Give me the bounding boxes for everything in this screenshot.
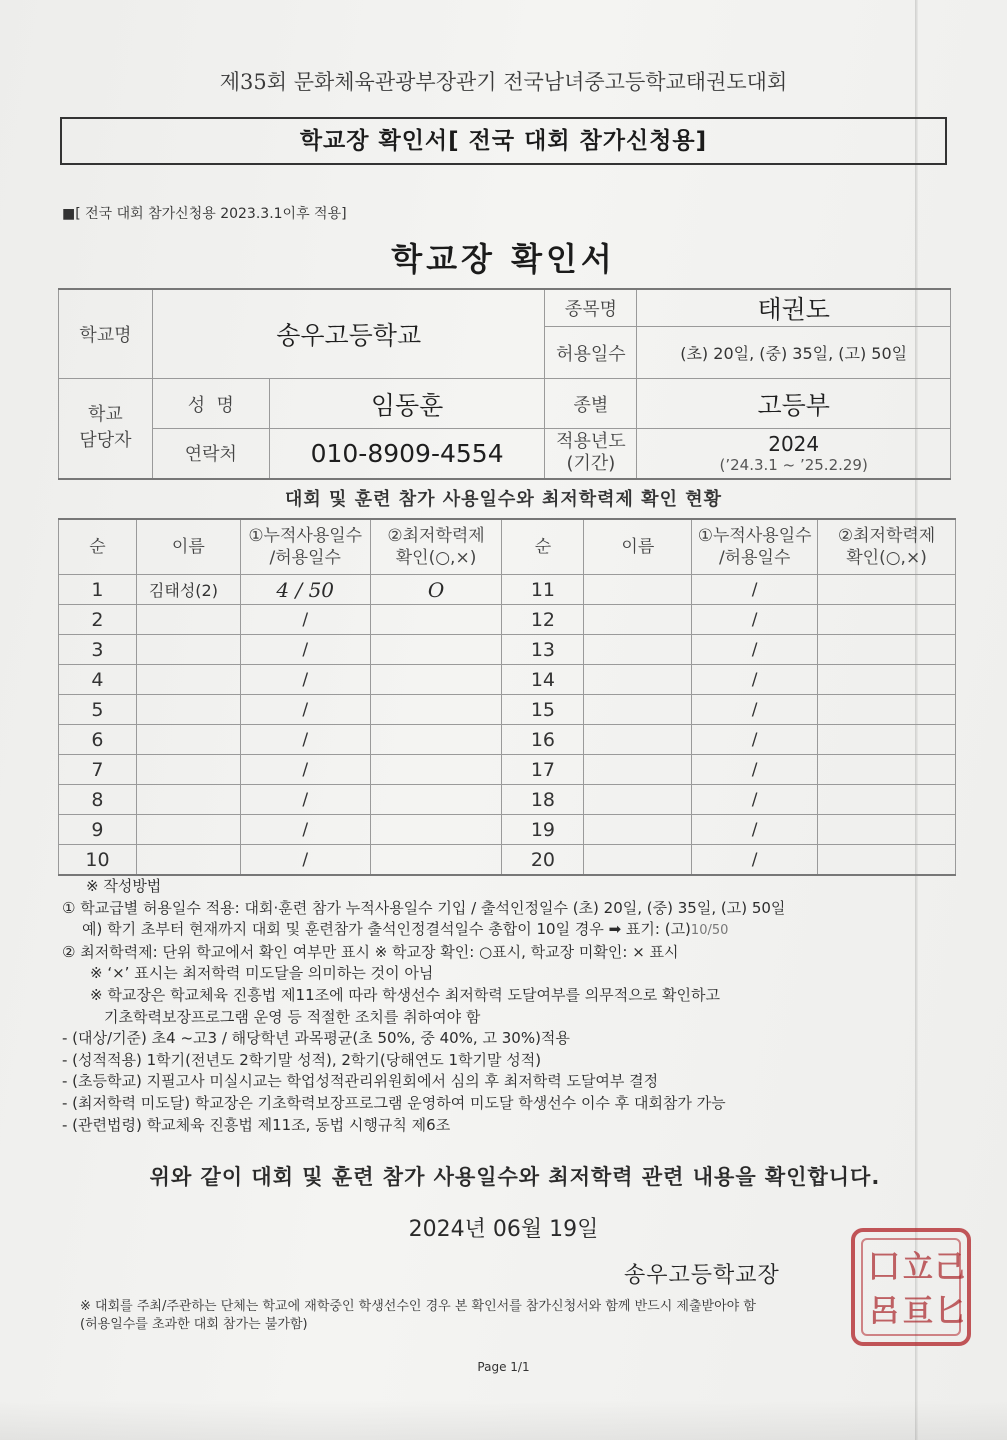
school-name-label: 학교명 xyxy=(59,289,153,379)
event-value: 태권도 xyxy=(637,289,951,327)
row-academic xyxy=(818,695,956,725)
division-label: 종별 xyxy=(545,379,637,429)
event-title: 제35회 문화체육관광부장관기 전국남녀중고등학교태권도대회 xyxy=(219,70,788,94)
row-days: / xyxy=(692,665,818,695)
row-name: 김태성(2) xyxy=(136,575,240,605)
row-days: / xyxy=(240,755,370,785)
row-academic xyxy=(818,665,956,695)
row-academic xyxy=(370,725,502,755)
row-name xyxy=(584,725,692,755)
row-number: 13 xyxy=(502,635,584,665)
row-days: / xyxy=(692,725,818,755)
note-4a: ※ 학교장은 학교체육 진흥법 제11조에 따라 학생선수 최저학력 도달여부를 의무적으로 확인하고 xyxy=(90,985,720,1004)
note-1b xyxy=(62,919,942,942)
seal-glyph: 立 xyxy=(903,1250,933,1285)
row-number: 9 xyxy=(59,815,137,845)
header-academic: ②최저학력제 확인(○,×) xyxy=(818,519,956,575)
row-days: / xyxy=(240,635,370,665)
table-row xyxy=(59,695,956,725)
row-name xyxy=(136,815,240,845)
row-name xyxy=(136,785,240,815)
usage-section-title: 대회 및 훈련 참가 사용일수와 최저학력제 확인 현황 xyxy=(284,489,722,510)
row-academic xyxy=(370,695,502,725)
row-number: 8 xyxy=(59,785,137,815)
year-cell xyxy=(637,429,951,479)
note-4b: 기초학력보장프로그램 운영 등 적절한 조치를 취하여야 함 xyxy=(104,1007,481,1026)
boxed-form-title: 학교장 확인서[ 전국 대회 참가신청용] xyxy=(60,117,947,165)
event-label: 종목명 xyxy=(545,289,637,327)
row-academic xyxy=(370,605,502,635)
row-academic xyxy=(370,665,502,695)
row-academic xyxy=(818,845,956,876)
detail-3: - (초등학교) 지필고사 미실시교는 학업성적관리위원회에서 심의 후 최저학력 도달여부 결정 xyxy=(62,1072,659,1091)
row-days: / xyxy=(240,785,370,815)
row-number: 1 xyxy=(59,575,137,605)
row-name xyxy=(136,725,240,755)
row-number: 2 xyxy=(59,605,137,635)
row-academic xyxy=(818,605,956,635)
contact-value: 010-8909-4554 xyxy=(269,429,545,479)
note-3: ※ ‘×’ 표시는 최저학력 미도달을 의미하는 것이 아님 xyxy=(90,964,434,983)
row-academic xyxy=(370,815,502,845)
row-name xyxy=(136,845,240,876)
row-days: / xyxy=(692,575,818,605)
footnote-line-1: ※ 대회를 주최/주관하는 단체는 학교에 재학중인 학생선수인 경우 본 확인서를 참가신청서와 함께 반드시 제출받아야 함 xyxy=(80,1299,756,1314)
row-days: / xyxy=(692,605,818,635)
row-days: / xyxy=(240,815,370,845)
note-1b-example: 10/50 xyxy=(690,923,729,939)
detail-5: - (관련법령) 학교체육 진흥법 제11조, 동법 시행규칙 제6조 xyxy=(62,1115,451,1134)
row-name xyxy=(584,815,692,845)
row-days: / xyxy=(692,635,818,665)
row-days: / xyxy=(240,605,370,635)
row-days: 4 / 50 xyxy=(240,575,370,605)
row-days: / xyxy=(240,665,370,695)
seal-glyph: 呂 xyxy=(869,1294,899,1329)
row-days: / xyxy=(692,845,818,876)
table-row xyxy=(59,845,956,876)
row-name xyxy=(584,695,692,725)
row-number: 17 xyxy=(502,755,584,785)
row-days: / xyxy=(692,815,818,845)
row-number: 16 xyxy=(502,725,584,755)
footnote-line-2: (허용일수를 초과한 대회 참가는 불가함) xyxy=(80,1317,308,1332)
row-academic xyxy=(818,725,956,755)
usage-table xyxy=(58,518,956,876)
row-academic xyxy=(370,755,502,785)
table-row xyxy=(59,785,956,815)
note-1b-text: 예) 학기 초부터 현재까지 대회 및 훈련참가 출석인정결석일수 총합이 10일 경우 ➡ 표기: (고) xyxy=(82,920,691,939)
row-number: 12 xyxy=(502,605,584,635)
principal-signature-line: 송우고등학교장 xyxy=(624,1263,780,1288)
allowed-days-value: (초) 20일, (중) 35일, (고) 50일 xyxy=(637,327,951,379)
row-name xyxy=(584,575,692,605)
row-number: 11 xyxy=(502,575,584,605)
row-number: 18 xyxy=(502,785,584,815)
instructions xyxy=(62,876,942,1136)
row-name xyxy=(584,665,692,695)
row-name xyxy=(136,755,240,785)
table-row xyxy=(59,605,956,635)
note-1a: ① 학교급별 허용일수 적용: 대회·훈련 참가 누적사용일수 기입 / 출석인정일수 (초) 20일, (중) 35일, (고) 50일 xyxy=(62,898,786,917)
detail-4: - (최저학력 미도달) 학교장은 기초학력보장프로그램 운영하여 미도달 학생선수 이수 후 대회참가 가능 xyxy=(62,1093,726,1112)
manager-label: 학교 담당자 xyxy=(59,379,153,479)
seal-glyph: 囗 xyxy=(869,1250,899,1285)
row-academic xyxy=(370,845,502,876)
detail-2: - (성적적용) 1학기(전년도 2학기말 성적), 2학기(당해연도 1학기말 성적) xyxy=(62,1050,542,1069)
table-row xyxy=(59,665,956,695)
page-number: Page 1/1 xyxy=(477,1360,530,1374)
header-no: 순 xyxy=(59,519,137,575)
row-days: / xyxy=(692,755,818,785)
table-row xyxy=(59,725,956,755)
paper-shadow xyxy=(0,1400,1007,1440)
confirmation-statement: 위와 같이 대회 및 훈련 참가 사용일수와 최저학력 관련 내용을 확인합니다. xyxy=(149,1165,881,1189)
row-number: 19 xyxy=(502,815,584,845)
school-info-table xyxy=(58,288,951,480)
row-number: 4 xyxy=(59,665,137,695)
row-days: / xyxy=(240,845,370,876)
header-days: ①누적사용일수 /허용일수 xyxy=(692,519,818,575)
row-name xyxy=(584,845,692,876)
header-days: ①누적사용일수 /허용일수 xyxy=(240,519,370,575)
row-name xyxy=(136,665,240,695)
footnote xyxy=(80,1298,980,1334)
table-row xyxy=(59,755,956,785)
row-name xyxy=(136,605,240,635)
row-academic xyxy=(818,815,956,845)
manager-name-value: 임동훈 xyxy=(269,379,545,429)
header-name: 이름 xyxy=(136,519,240,575)
main-title: 학교장 확인서 xyxy=(391,240,616,278)
table-row xyxy=(59,575,956,605)
usage-rows xyxy=(59,575,956,876)
row-number: 20 xyxy=(502,845,584,876)
row-academic: O xyxy=(370,575,502,605)
row-academic xyxy=(818,575,956,605)
row-academic xyxy=(370,635,502,665)
row-academic xyxy=(818,785,956,815)
table-row xyxy=(59,815,956,845)
header-no: 순 xyxy=(502,519,584,575)
row-name xyxy=(584,785,692,815)
header-academic: ②최저학력제 확인(○,×) xyxy=(370,519,502,575)
seal-glyph: 匕 xyxy=(935,1294,965,1329)
row-days: / xyxy=(240,695,370,725)
row-number: 5 xyxy=(59,695,137,725)
note-2: ② 최저학력제: 단위 학교에서 확인 여부만 표시 ※ 학교장 확인: ○표시, 학교장 미확인: × 표시 xyxy=(62,942,679,961)
form-subnote: ■[ 전국 대회 참가신청용 2023.3.1이후 적용] xyxy=(62,206,347,222)
row-days: / xyxy=(692,695,818,725)
contact-label: 연락처 xyxy=(152,429,269,479)
seal-glyph: 亘 xyxy=(903,1294,933,1329)
row-name xyxy=(584,605,692,635)
year-label: 적용년도 (기간) xyxy=(545,429,637,479)
seal-glyph: 己 xyxy=(935,1250,965,1285)
year-period: (’24.3.1 ~ ’25.2.29) xyxy=(719,456,868,475)
row-number: 15 xyxy=(502,695,584,725)
detail-1: - (대상/기준) 초4 ~고3 / 해당학년 과목평균(초 50%, 중 40%, 고 30%)적용 xyxy=(62,1029,570,1048)
signing-date: 2024년 06월 19일 xyxy=(408,1217,599,1242)
school-name-value: 송우고등학교 xyxy=(152,289,545,379)
row-days: / xyxy=(240,725,370,755)
table-row xyxy=(59,635,956,665)
row-number: 6 xyxy=(59,725,137,755)
row-name xyxy=(136,695,240,725)
header-name: 이름 xyxy=(584,519,692,575)
row-number: 7 xyxy=(59,755,137,785)
year-value: 2024 xyxy=(768,432,820,457)
row-name xyxy=(584,755,692,785)
row-academic xyxy=(818,635,956,665)
notes-heading: ※ 작성방법 xyxy=(86,877,162,895)
row-days: / xyxy=(692,785,818,815)
division-value: 고등부 xyxy=(637,379,951,429)
allowed-days-label: 허용일수 xyxy=(545,327,637,379)
row-academic xyxy=(818,755,956,785)
row-number: 10 xyxy=(59,845,137,876)
row-number: 14 xyxy=(502,665,584,695)
row-name xyxy=(136,635,240,665)
row-academic xyxy=(370,785,502,815)
row-name xyxy=(584,635,692,665)
name-label: 성 명 xyxy=(152,379,269,429)
row-number: 3 xyxy=(59,635,137,665)
